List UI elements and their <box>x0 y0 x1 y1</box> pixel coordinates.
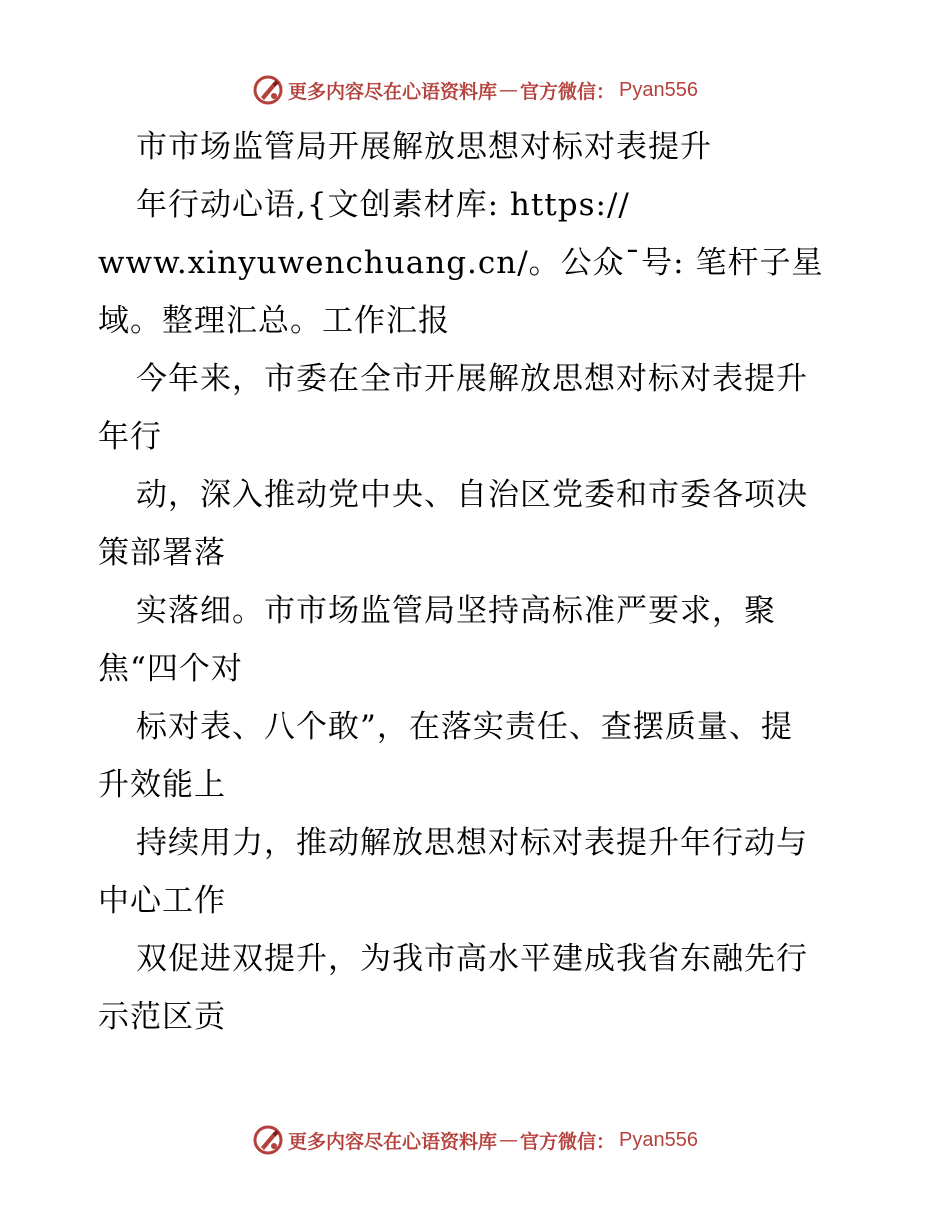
watermark-label: 官方微信： <box>520 1130 616 1153</box>
text-line: 升效能上 <box>98 767 226 803</box>
header-watermark <box>0 70 950 110</box>
text-line: 焦“四个对 <box>98 651 243 687</box>
text-line: 中心工作 <box>98 883 226 919</box>
watermark-label: 官方微信： <box>520 80 616 103</box>
watermark-id: Pyan556 <box>619 78 698 101</box>
text-line: 动，深入推动党中央、自治区党委和市委各项决 <box>136 477 808 513</box>
watermark-text: 更多内容尽在心语资料库 <box>288 1130 498 1153</box>
text-line: 域。整理汇总。工作汇报 <box>98 303 450 339</box>
text-line: 年行动心语,{文创素材库: https:// <box>136 187 630 223</box>
watermark-text: 更多内容尽在心语资料库 <box>288 80 498 103</box>
text-line: 市市场监管局开展解放思想对标对表提升 <box>136 129 712 165</box>
text-line: 实落细。市市场监管局坚持高标准严要求，聚 <box>136 593 776 629</box>
watermark-separator: — <box>499 79 519 101</box>
pen-logo-icon <box>252 74 284 106</box>
text-line: 年行 <box>98 419 162 455</box>
footer-watermark <box>0 1120 950 1160</box>
watermark-separator: — <box>499 1129 519 1151</box>
text-line: 双促进双提升，为我市高水平建成我省东融先行 <box>136 941 808 977</box>
pen-logo-icon <box>252 1124 284 1156</box>
text-line: 策部署落 <box>98 535 226 571</box>
text-line: www.xinyuwenchuang.cn/。公众¯号: 笔杆子星 <box>98 245 824 281</box>
text-line: 持续用力，推动解放思想对标对表提升年行动与 <box>136 825 808 861</box>
text-line: 标对表、八个敢”，在落实责任、查摆质量、提 <box>136 709 793 745</box>
document-body <box>98 118 858 1046</box>
watermark-id: Pyan556 <box>619 1128 698 1151</box>
text-line: 示范区贡 <box>98 999 226 1035</box>
text-line: 今年来，市委在全市开展解放思想对标对表提升 <box>136 361 808 397</box>
